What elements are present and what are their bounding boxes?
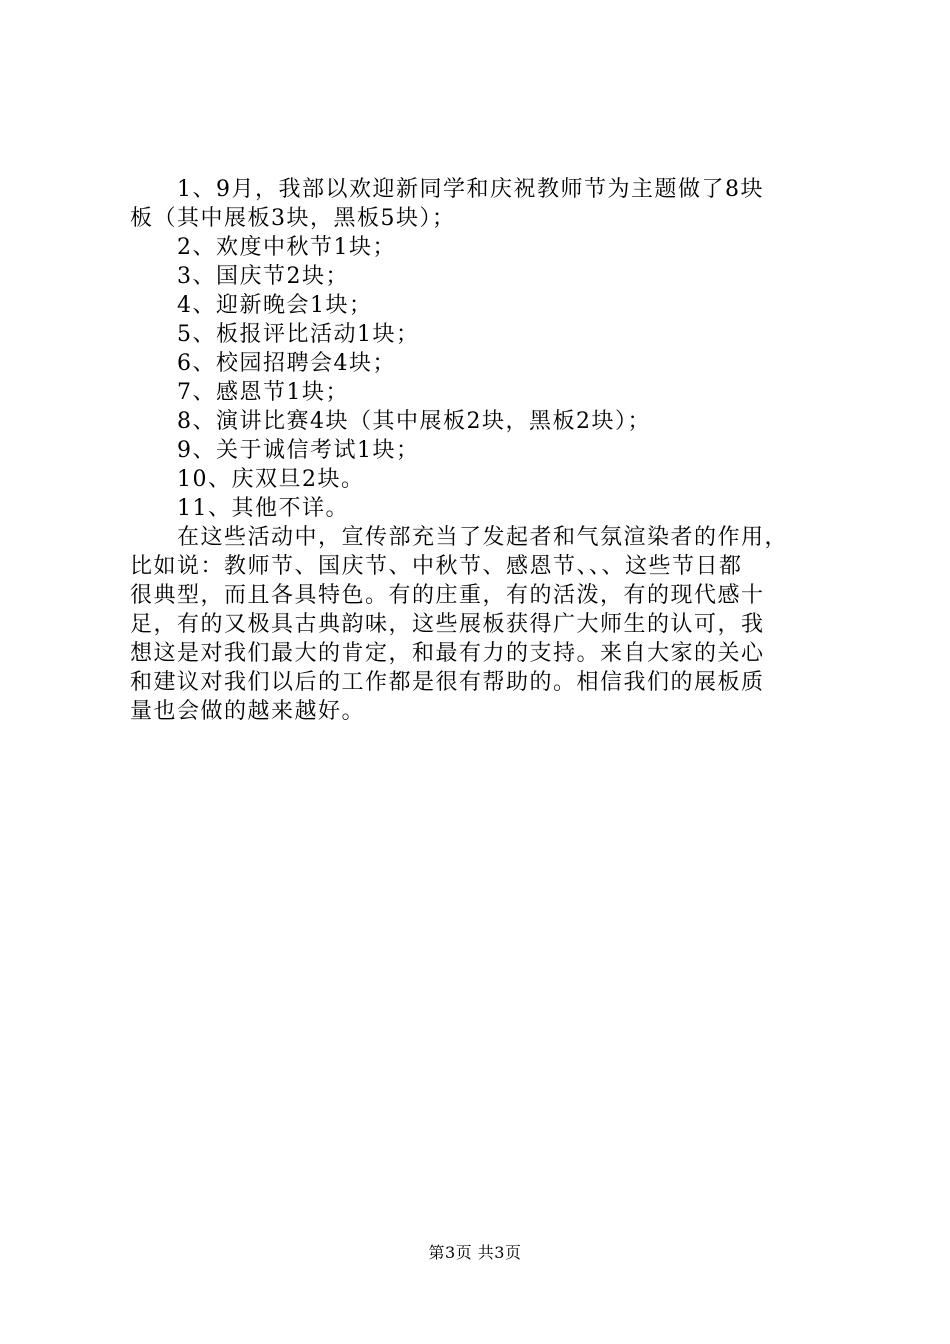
list-item-3: 3、国庆节2块； [177,264,349,289]
paragraph-line-3: 很典型，而且各具特色。有的庄重，有的活泼，有的现代感十 [130,583,765,608]
page-number-footer: 第3页 共3页 [428,1243,522,1262]
paragraph-line-5: 想这是对我们最大的肯定，和最有力的支持。来自大家的关心 [130,641,765,666]
list-item-6: 6、校园招聘会4块； [177,351,396,376]
list-item-10: 10、庆双旦2块。 [177,467,365,492]
document-body [130,175,830,726]
list-item-7: 7、感恩节1块； [177,380,349,405]
list-item-8: 8、演讲比赛4块（其中展板2块，黑板2块）； [177,409,651,434]
list-item-9: 9、关于诚信考试1块； [177,438,420,463]
list-item-5: 5、板报评比活动1块； [177,322,420,347]
paragraph-line-7: 量也会做的越来越好。 [130,699,366,724]
list-item-11: 11、其他不详。 [177,496,349,521]
list-item-1-line-2: 板（其中展板3块，黑板5块）； [130,206,456,231]
paragraph-line-2: 比如说：教师节、国庆节、中秋节、感恩节、、、这些节日都 [130,554,743,579]
paragraph-line-4: 足，有的又极具古典韵味，这些展板获得广大师生的认可，我 [130,612,765,637]
paragraph-line-1: 在这些活动中，宣传部充当了发起者和气氛渲染者的作用， [177,525,789,550]
list-item-4: 4、迎新晚会1块； [177,293,373,318]
list-item-2: 2、欢度中秋节1块； [177,235,396,260]
list-item-1-line-1: 1、9月，我部以欢迎新同学和庆祝教师节为主题做了8块 [177,177,764,202]
paragraph-line-6: 和建议对我们以后的工作都是很有帮助的。相信我们的展板质 [130,670,765,695]
